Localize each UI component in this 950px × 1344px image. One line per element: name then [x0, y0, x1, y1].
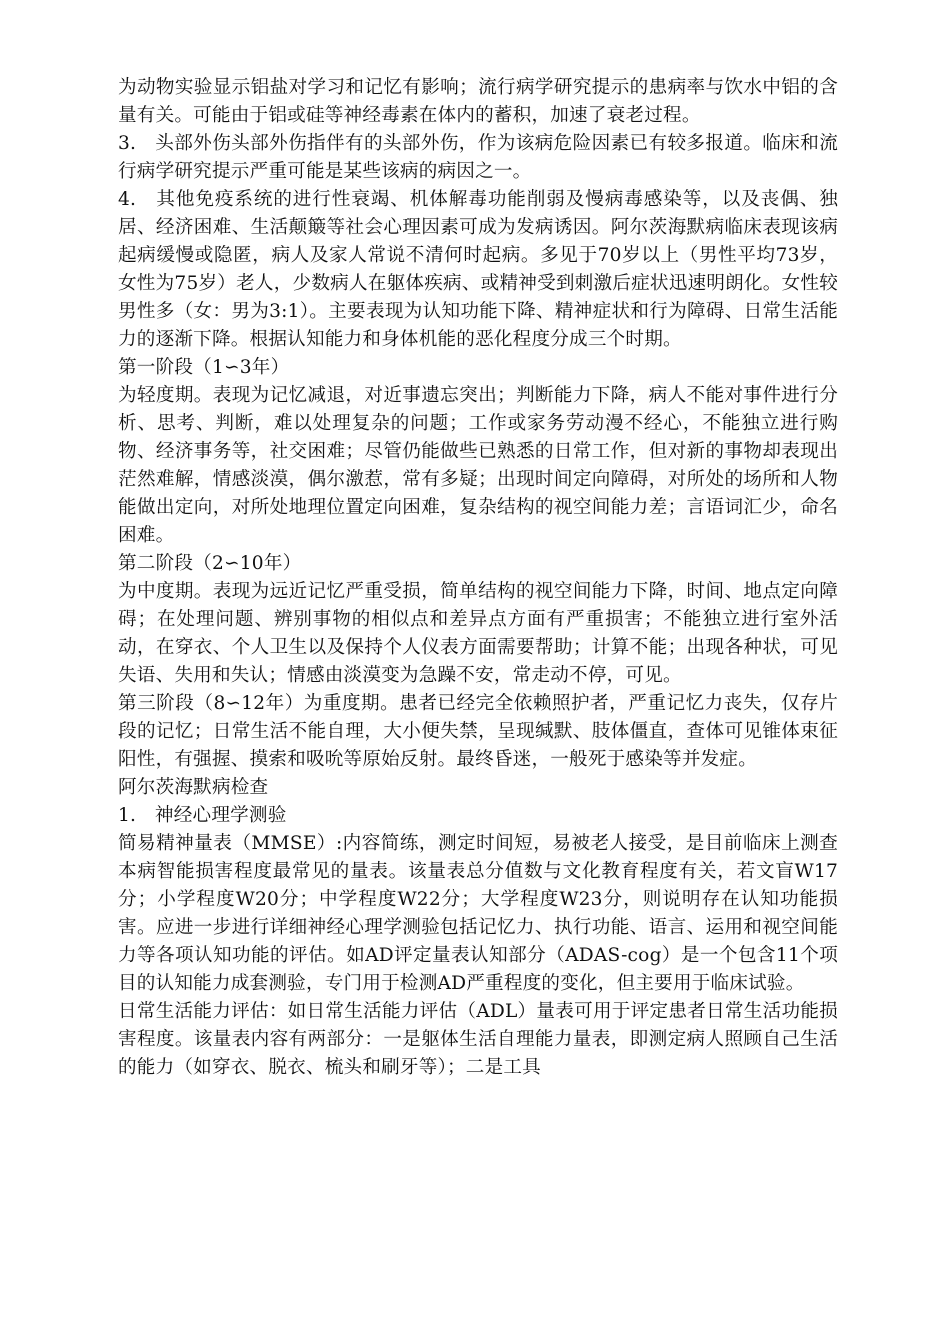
- paragraph-stage-one: 为轻度期。表现为记忆减退，对近事遗忘突出；判断能力下降，病人不能对事件进行分析、思考、判断，难以处理复杂的问题；工作或家务劳动漫不经心，不能独立进行购物、经济事务等，社交困难；尽管仍能做些已熟悉的日常工作，但对新的事物却表现出茫然难解，情感淡漠，偶尔激惹，常有多疑；出现时间定向障碍，对所处的场所和人物能做出定向，对所处地理位置定向困难，复杂结构的视空间能力差；言语词汇少，命名困难。: [118, 385, 838, 546]
- heading-stage-two: 第二阶段（2∽10年）: [118, 553, 302, 574]
- heading-stage-one: 第一阶段（1∽3年）: [118, 357, 290, 378]
- paragraph-other-factors-clinical: 4. 其他免疫系统的进行性衰竭、机体解毒功能削弱及慢病毒感染等，以及丧偶、独居、经济困难、生活颠簸等社会心理因素可成为发病诱因。阿尔茨海默病临床表现该病起病缓慢或隐匿，病人及家人常说不清何时起病。多见于70岁以上（男性平均73岁，女性为75岁）老人，少数病人在躯体疾病、或精神受到刺激后症状迅速明朗化。女性较男性多（女：男为3:1）。主要表现为认知功能下降、精神症状和行为障碍、日常生活能力的逐渐下降。根据认知能力和身体机能的恶化程度分成三个时期。: [118, 189, 838, 350]
- heading-examination: 阿尔茨海默病检查: [118, 777, 269, 798]
- paragraph-mmse: 简易精神量表（MMSE）:内容简练，测定时间短，易被老人接受，是目前临床上测查本病智能损害程度最常见的量表。该量表总分值数与文化教育程度有关，若文盲W17分；小学程度W20分；中学程度W22分；大学程度W23分，则说明存在认知功能损害。应进一步进行详细神经心理学测验包括记忆力、执行功能、语言、运用和视空间能力等各项认知功能的评估。如AD评定量表认知部分（ADAS-cog）是一个包含11个项目的认知能力成套测验，专门用于检测AD严重程度的变化，但主要用于临床试验。: [118, 833, 838, 994]
- heading-neuropsych-tests: 1. 神经心理学测验: [118, 805, 287, 826]
- paragraph-adl: 日常生活能力评估：如日常生活能力评估（ADL）量表可用于评定患者日常生活功能损害程度。该量表内容有两部分：一是躯体生活自理能力量表，即测定病人照顾自己生活的能力（如穿衣、脱衣、梳头和刷牙等）；二是工具: [118, 1001, 838, 1078]
- paragraph-stage-two: 为中度期。表现为远近记忆严重受损，简单结构的视空间能力下降，时间、地点定向障碍；在处理问题、辨别事物的相似点和差异点方面有严重损害；不能独立进行室外活动，在穿衣、个人卫生以及保持个人仪表方面需要帮助；计算不能；出现各种状，可见失语、失用和失认；情感由淡漠变为急躁不安，常走动不停，可见。: [118, 581, 838, 686]
- paragraph-head-trauma: 3. 头部外伤头部外伤指伴有的头部外伤，作为该病危险因素已有较多报道。临床和流行病学研究提示严重可能是某些该病的病因之一。: [118, 133, 838, 182]
- paragraph-aluminum: 为动物实验显示铝盐对学习和记忆有影响；流行病学研究提示的患病率与饮水中铝的含量有关。可能由于铝或硅等神经毒素在体内的蓄积，加速了衰老过程。: [118, 77, 838, 126]
- document-page: [118, 74, 838, 1082]
- paragraph-stage-three: 第三阶段（8∽12年）为重度期。患者已经完全依赖照护者，严重记忆力丧失，仅存片段的记忆；日常生活不能自理，大小便失禁，呈现缄默、肢体僵直，查体可见锥体束征阳性，有强握、摸索和吸吮等原始反射。最终昏迷，一般死于感染等并发症。: [118, 693, 838, 770]
